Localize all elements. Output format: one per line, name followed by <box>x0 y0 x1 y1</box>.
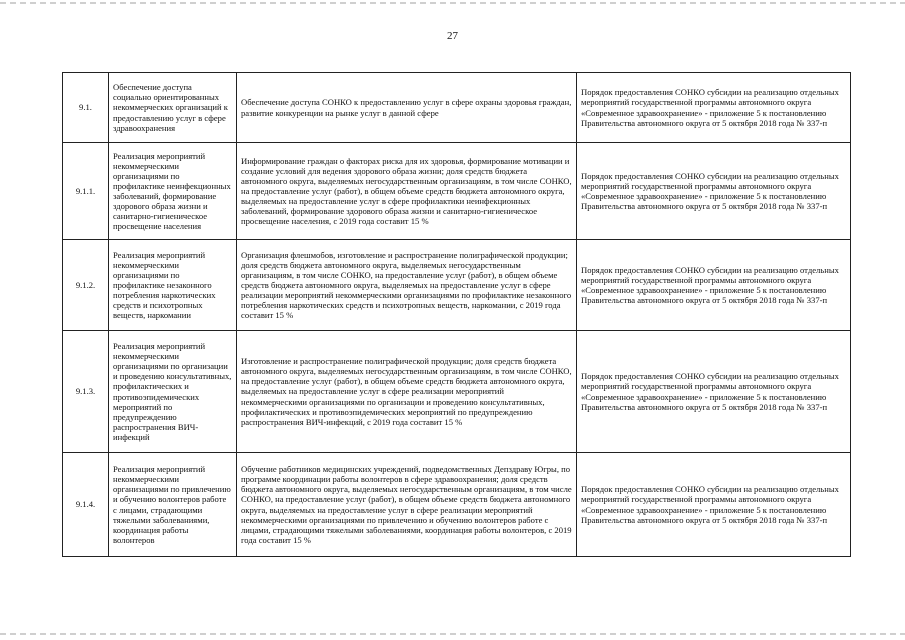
row-number: 9.1.2. <box>63 240 109 331</box>
measure-name: Реализация мероприятий некоммерческими организациями по привлечению и обучению волонтеров работе с лицами, страдающими тяжелыми заболеваниями, координация работы волонтеров <box>109 453 237 557</box>
measure-description: Организация флешмобов, изготовление и распространение полиграфической продукции; доля средств бюджета автономного округа, выделяемых негосударственным организациям, в том числе СОНКО, на предоставление услуг (работ), в общем объеме средств бюджета автономного округа, выделяемых на предоставление услуг в сфере реализации мероприятий некоммерческими организациями по профилактике незаконного потребления наркотических средств и психотропных веществ, наркомании, с 2019 года составит 15 % <box>237 240 577 331</box>
page-number: 27 <box>447 30 458 42</box>
measure-name: Реализация мероприятий некоммерческими организациями по профилактике незаконного потребления наркотических средств и психотропных веществ, наркомании <box>109 240 237 331</box>
measures-table <box>62 72 851 557</box>
measure-name: Реализация мероприятий некоммерческими организациями по профилактике неинфекционных заболеваний, формирование здорового образа жизни и санитарно-гигиеническое просвещение населения <box>109 143 237 240</box>
measure-name: Реализация мероприятий некоммерческими организациями по организации и проведению консультативных, профилактических и противоэпидемических мероприятий по предупреждению распространения ВИЧ-инфекций <box>109 331 237 453</box>
legal-basis: Порядок предоставления СОНКО субсидии на реализацию отдельных мероприятий государственной программы автономного округа «Современное здравоохранение» - приложение 5 к постановлению Правительства автономного округа от 5 октября 2018 года № 337-п <box>577 453 851 557</box>
table-row <box>63 73 851 143</box>
legal-basis: Порядок предоставления СОНКО субсидии на реализацию отдельных мероприятий государственной программы автономного округа «Современное здравоохранение» - приложение 5 к постановлению Правительства автономного округа от 5 октября 2018 года № 337-п <box>577 73 851 143</box>
row-number: 9.1.3. <box>63 331 109 453</box>
measure-name: Обеспечение доступа социально ориентированных некоммерческих организаций к предоставлению услуг в сфере здравоохранения <box>109 73 237 143</box>
legal-basis: Порядок предоставления СОНКО субсидии на реализацию отдельных мероприятий государственной программы автономного округа «Современное здравоохранение» - приложение 5 к постановлению Правительства автономного округа от 5 октября 2018 года № 337-п <box>577 143 851 240</box>
row-number: 9.1.1. <box>63 143 109 240</box>
scan-edge-top <box>0 2 905 4</box>
measure-description: Обучение работников медицинских учреждений, подведомственных Депздраву Югры, по программе координации работы волонтеров в сфере здравоохранения; доля средств бюджета автономного округа, выделяемых негосударственным организациям, в том числе СОНКО, на предоставление услуг (работ), в общем объеме средств бюджета автономного округа, выделяемых на предоставление услуг в сфере реализации мероприятий некоммерческими организациями по привлечению и обучению волонтеров работе с лицами, страдающими тяжелыми заболеваниями, координация работы волонтеров, с 2019 года составит 15 % <box>237 453 577 557</box>
table-row <box>63 453 851 557</box>
row-number: 9.1.4. <box>63 453 109 557</box>
table-row <box>63 143 851 240</box>
legal-basis: Порядок предоставления СОНКО субсидии на реализацию отдельных мероприятий государственной программы автономного округа «Современное здравоохранение» - приложение 5 к постановлению Правительства автономного округа от 5 октября 2018 года № 337-п <box>577 240 851 331</box>
scan-edge-bottom <box>0 633 905 635</box>
measure-description: Информирование граждан о факторах риска для их здоровья, формирование мотивации и создание условий для ведения здорового образа жизни; доля средств бюджета автономного округа, выделяемых негосударственным организациям, в том числе СОНКО, на предоставление услуг (работ), в общем объеме средств бюджета автономного округа, выделяемых на предоставление услуг в сфере профилактики неинфекционных заболеваний, формирование здорового образа жизни и санитарно-гигиеническое просвещение населения, с 2019 года составит 15 % <box>237 143 577 240</box>
table-row <box>63 240 851 331</box>
measure-description: Изготовление и распространение полиграфической продукции; доля средств бюджета автономного округа, выделяемых негосударственным организациям, в том числе СОНКО, на предоставление услуг (работ), в общем объеме средств бюджета автономного округа, выделяемых на предоставление услуг в сфере реализации мероприятий некоммерческими организациями по организации и проведению консультативных, профилактических и противоэпидемических мероприятий по предупреждению распространения ВИЧ-инфекций, с 2019 года составит 15 % <box>237 331 577 453</box>
measure-description: Обеспечение доступа СОНКО к предоставлению услуг в сфере охраны здоровья граждан, развитие конкуренции на рынке услуг в данной сфере <box>237 73 577 143</box>
row-number: 9.1. <box>63 73 109 143</box>
legal-basis: Порядок предоставления СОНКО субсидии на реализацию отдельных мероприятий государственной программы автономного округа «Современное здравоохранение» - приложение 5 к постановлению Правительства автономного округа от 5 октября 2018 года № 337-п <box>577 331 851 453</box>
table-row <box>63 331 851 453</box>
